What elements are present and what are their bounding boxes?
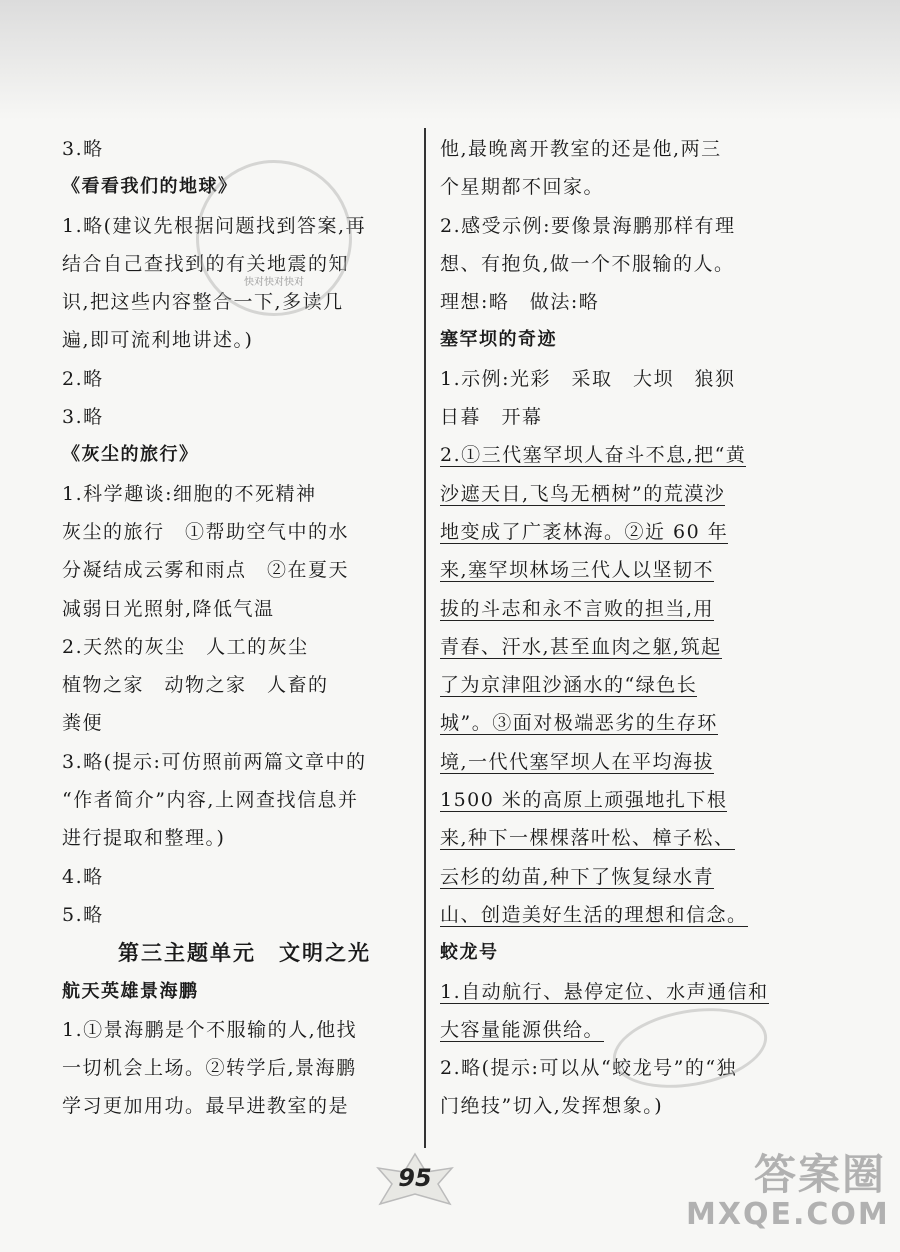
line-text: 地变成了广袤林海。②近 60 年 [440,520,729,543]
line-text: 个星期都不回家。 [440,176,605,199]
section-heading [440,321,785,359]
line-text: 进行提取和整理。) [62,827,226,850]
line-text: 理想:略 做法:略 [440,291,600,314]
line-text: 3.略 [62,138,104,160]
line-text: 5.略 [62,903,104,926]
answer-line [440,130,785,168]
line-text: 1.科学趣谈:细胞的不死精神 [62,482,317,505]
line-text: 结合自己查找到的有关地震的知 [62,252,350,275]
answer-line [62,1087,407,1125]
page-number: 95 [398,1164,432,1192]
line-text: 山、创造美好生活的理想和信念。 [440,903,748,926]
line-text: 1.示例:光彩 采取 大坝 狼狈 [440,367,736,390]
page-number-badge [360,1150,470,1210]
line-text: 2.感受示例:要像景海鹏那样有理 [440,214,736,237]
answer-line [62,321,407,359]
line-text: 第三主题单元 文明之光 [118,941,371,966]
answer-line [440,896,785,934]
answer-line [62,590,407,628]
answer-line [62,513,407,551]
line-text: 2.略(提示:可以从“蛟龙号”的“独 [440,1057,738,1080]
answer-line [62,666,407,704]
page-top-shadow [0,0,900,120]
answer-line [62,1011,407,1049]
answer-line [62,130,407,168]
answer-line [62,743,407,781]
line-text: 航天英雄景海鹏 [62,980,199,1002]
answer-line [440,168,785,206]
answer-line [440,436,785,474]
line-text: 拔的斗志和永不言败的担当,用 [440,597,715,620]
line-text: 1.略(建议先根据问题找到答案,再 [62,214,367,237]
site-watermark-bottom: MXQE.COM [686,1197,890,1232]
answer-line [440,628,785,666]
answer-line [440,973,785,1011]
line-text: 门绝技”切入,发挥想象。) [440,1095,664,1118]
line-text: 粪便 [62,712,104,735]
answer-line [440,590,785,628]
answer-line [62,360,407,398]
line-text: 来,种下一棵棵落叶松、樟子松、 [440,827,735,850]
answer-line [62,896,407,934]
line-text: 蛟龙号 [440,942,499,964]
site-watermark-top: 答案圈 [753,1150,886,1199]
line-text: 了为京津阻沙涵水的“绿色长 [440,674,698,697]
line-text: 他,最晚离开教室的还是他,两三 [440,138,722,160]
line-text: 减弱日光照射,降低气温 [62,597,275,620]
answer-line [62,781,407,819]
answer-line [62,628,407,666]
line-text: 1.①景海鹏是个不服输的人,他找 [62,1018,358,1041]
answer-line [440,283,785,321]
answer-line [440,398,785,436]
line-text: 云杉的幼苗,种下了恢复绿水青 [440,865,715,888]
line-text: 2.天然的灰尘 人工的灰尘 [62,635,309,658]
line-text: “作者简介”内容,上网查找信息并 [62,789,359,812]
answer-line [62,858,407,896]
line-text: 2.①三代塞罕坝人奋斗不息,把“黄 [440,444,747,467]
line-text: 植物之家 动物之家 人畜的 [62,674,329,697]
line-text: 3.略(提示:可仿照前两篇文章中的 [62,750,367,773]
line-text: 2.略 [62,367,104,390]
answer-line [62,398,407,436]
line-text: 一切机会上场。②转学后,景海鹏 [62,1057,357,1080]
answer-line [440,245,785,283]
line-text: 4.略 [62,865,104,888]
line-text: 沙遮天日,飞鸟无栖树”的荒漠沙 [440,482,726,505]
line-text: 《灰尘的旅行》 [62,444,199,466]
line-text: 来,塞罕坝林场三代人以坚韧不 [440,559,715,582]
line-text: 日暮 开幕 [440,406,543,429]
answer-line [62,475,407,513]
answer-line [440,1087,785,1125]
answer-line [440,475,785,513]
answer-line [440,819,785,857]
line-text: 境,一代代塞罕坝人在平均海拔 [440,750,715,773]
answer-line [62,1049,407,1087]
section-heading [62,436,407,474]
stamp-text: 快对快对快对 [244,277,304,288]
site-watermark [686,1150,890,1242]
column-divider [424,128,426,1148]
line-text: 分凝结成云雾和雨点 ②在夏天 [62,559,350,582]
line-text: 1500 米的高原上顽强地扎下根 [440,789,728,812]
right-column [440,130,785,1126]
line-text: 塞罕坝的奇迹 [440,329,557,351]
line-text: 青春、汗水,甚至血肉之躯,筑起 [440,635,722,658]
answer-line [440,513,785,551]
answer-line [62,704,407,742]
answer-line [440,743,785,781]
answer-line [440,781,785,819]
section-heading [62,973,407,1011]
section-heading [440,934,785,972]
answer-line [440,207,785,245]
answer-line [62,819,407,857]
answer-line [62,551,407,589]
line-text: 识,把这些内容整合一下,多读几 [62,291,344,314]
kuaidui-stamp-watermark [196,160,352,316]
line-text: 1.自动航行、悬停定位、水声通信和 [440,980,769,1003]
answer-line [440,551,785,589]
line-text: 《看看我们的地球》 [62,176,238,198]
line-text: 3.略 [62,406,104,429]
answer-line [440,360,785,398]
line-text: 想、有抱负,做一个不服输的人。 [440,252,735,275]
line-text: 学习更加用功。最早进教室的是 [62,1095,350,1118]
line-text: 大容量能源供给。 [440,1018,605,1041]
answer-line [440,858,785,896]
line-text: 灰尘的旅行 ①帮助空气中的水 [62,520,350,543]
line-text: 城”。③面对极端恶劣的生存环 [440,712,718,735]
answer-line [440,666,785,704]
unit-heading [62,934,407,972]
answer-line [440,704,785,742]
line-text: 遍,即可流利地讲述。) [62,329,254,352]
